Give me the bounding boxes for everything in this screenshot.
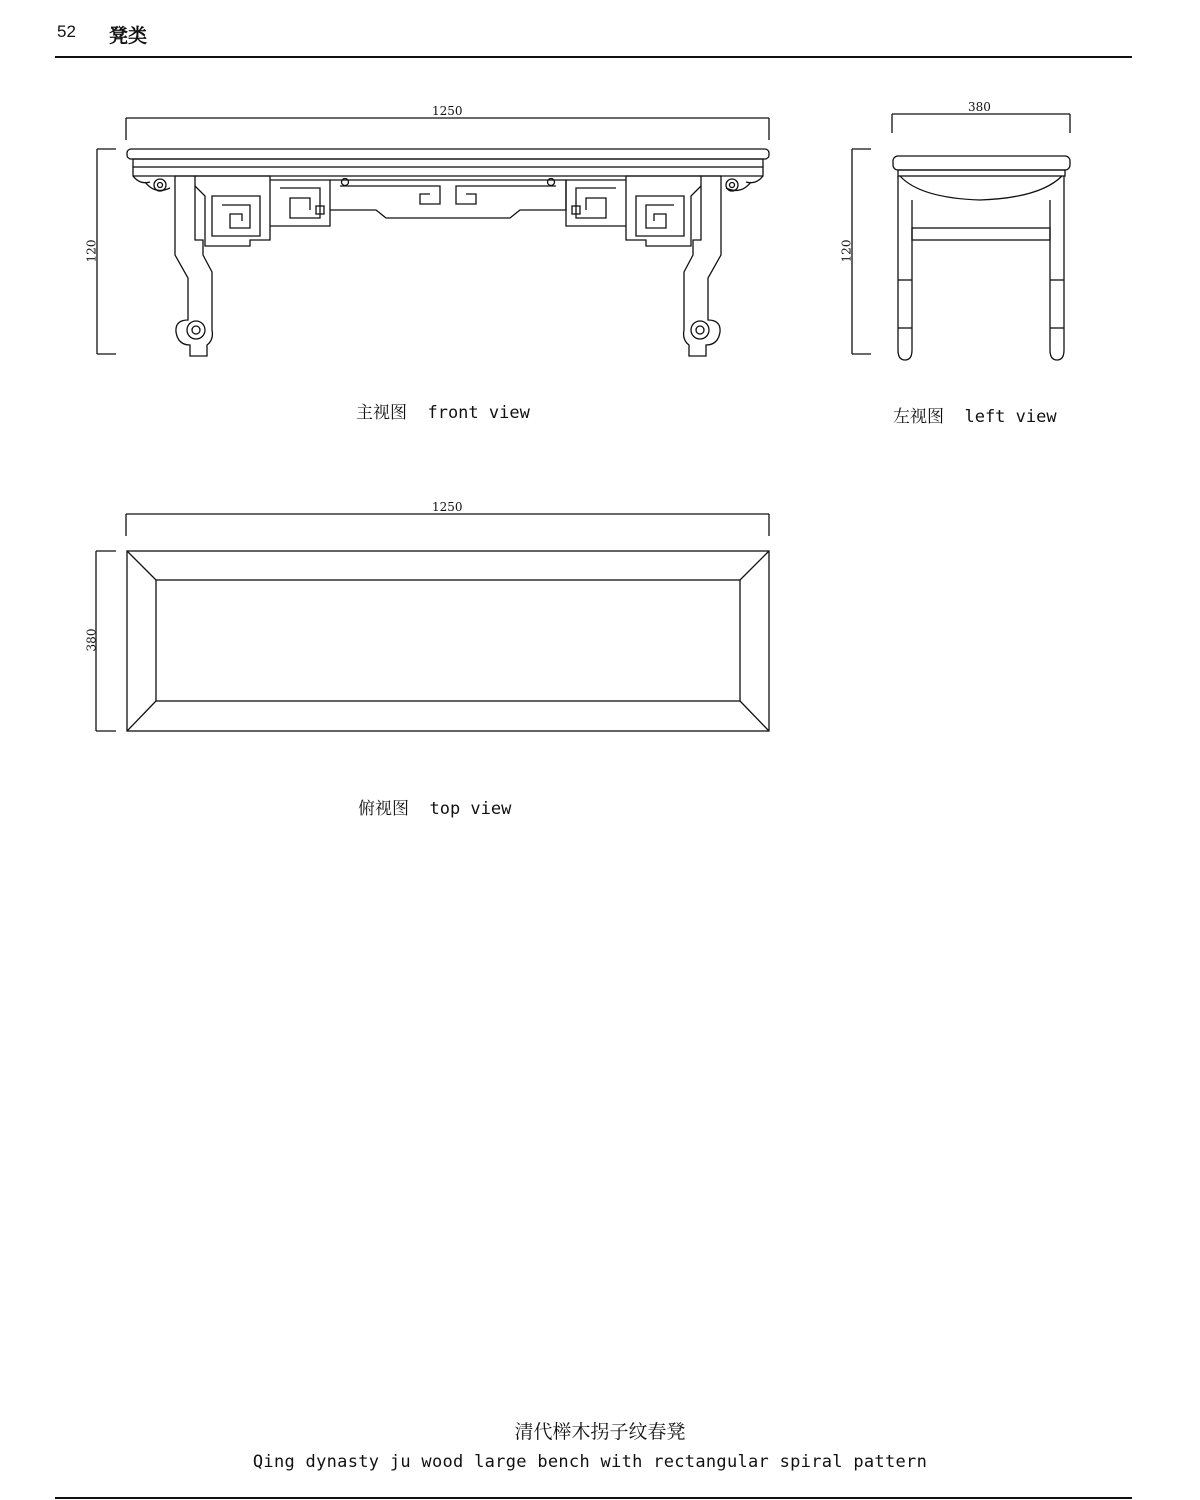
left-view-drawing: [852, 114, 1070, 360]
front-width-label: 1250: [432, 104, 463, 118]
front-leg-left: [175, 176, 212, 356]
top-seat-outline: [127, 551, 769, 731]
footer-rule: [55, 1497, 1132, 1499]
front-seat-top: [127, 149, 769, 159]
section-title: 凳类: [109, 25, 148, 47]
left-seat-top: [893, 156, 1070, 170]
top-width-label: 1250: [432, 500, 463, 514]
front-spiral-panel-left: [270, 180, 330, 226]
left-height-label: 120: [839, 239, 854, 263]
figure-title-en: Qing dynasty ju wood large bench with rectangular spiral pattern: [252, 1452, 928, 1472]
figure-title-zh: 清代榉木拐子纹春凳: [514, 1421, 686, 1443]
front-apron-end-right: [746, 167, 763, 183]
left-view-caption: 左视图 left view: [893, 407, 1057, 427]
left-width-label: 380: [968, 100, 991, 114]
front-view-drawing: [97, 118, 769, 356]
front-leg-right: [684, 176, 721, 356]
left-apron-curve: [900, 176, 1062, 200]
front-apron-end-left: [133, 167, 150, 183]
top-depth-label: 380: [84, 628, 99, 652]
left-leg-right: [1050, 176, 1064, 360]
left-stretcher: [912, 228, 1050, 240]
top-view-caption: 俯视图 top view: [358, 799, 512, 819]
page-number: 52: [57, 22, 76, 41]
front-height-label: 120: [84, 239, 99, 263]
front-spiral-panel-right: [566, 180, 626, 226]
front-view-caption: 主视图 front view: [356, 403, 530, 423]
front-seat-edge: [133, 159, 763, 167]
left-leg-left: [898, 176, 912, 360]
top-seat-panel: [156, 580, 740, 701]
top-view-drawing: [96, 514, 769, 731]
